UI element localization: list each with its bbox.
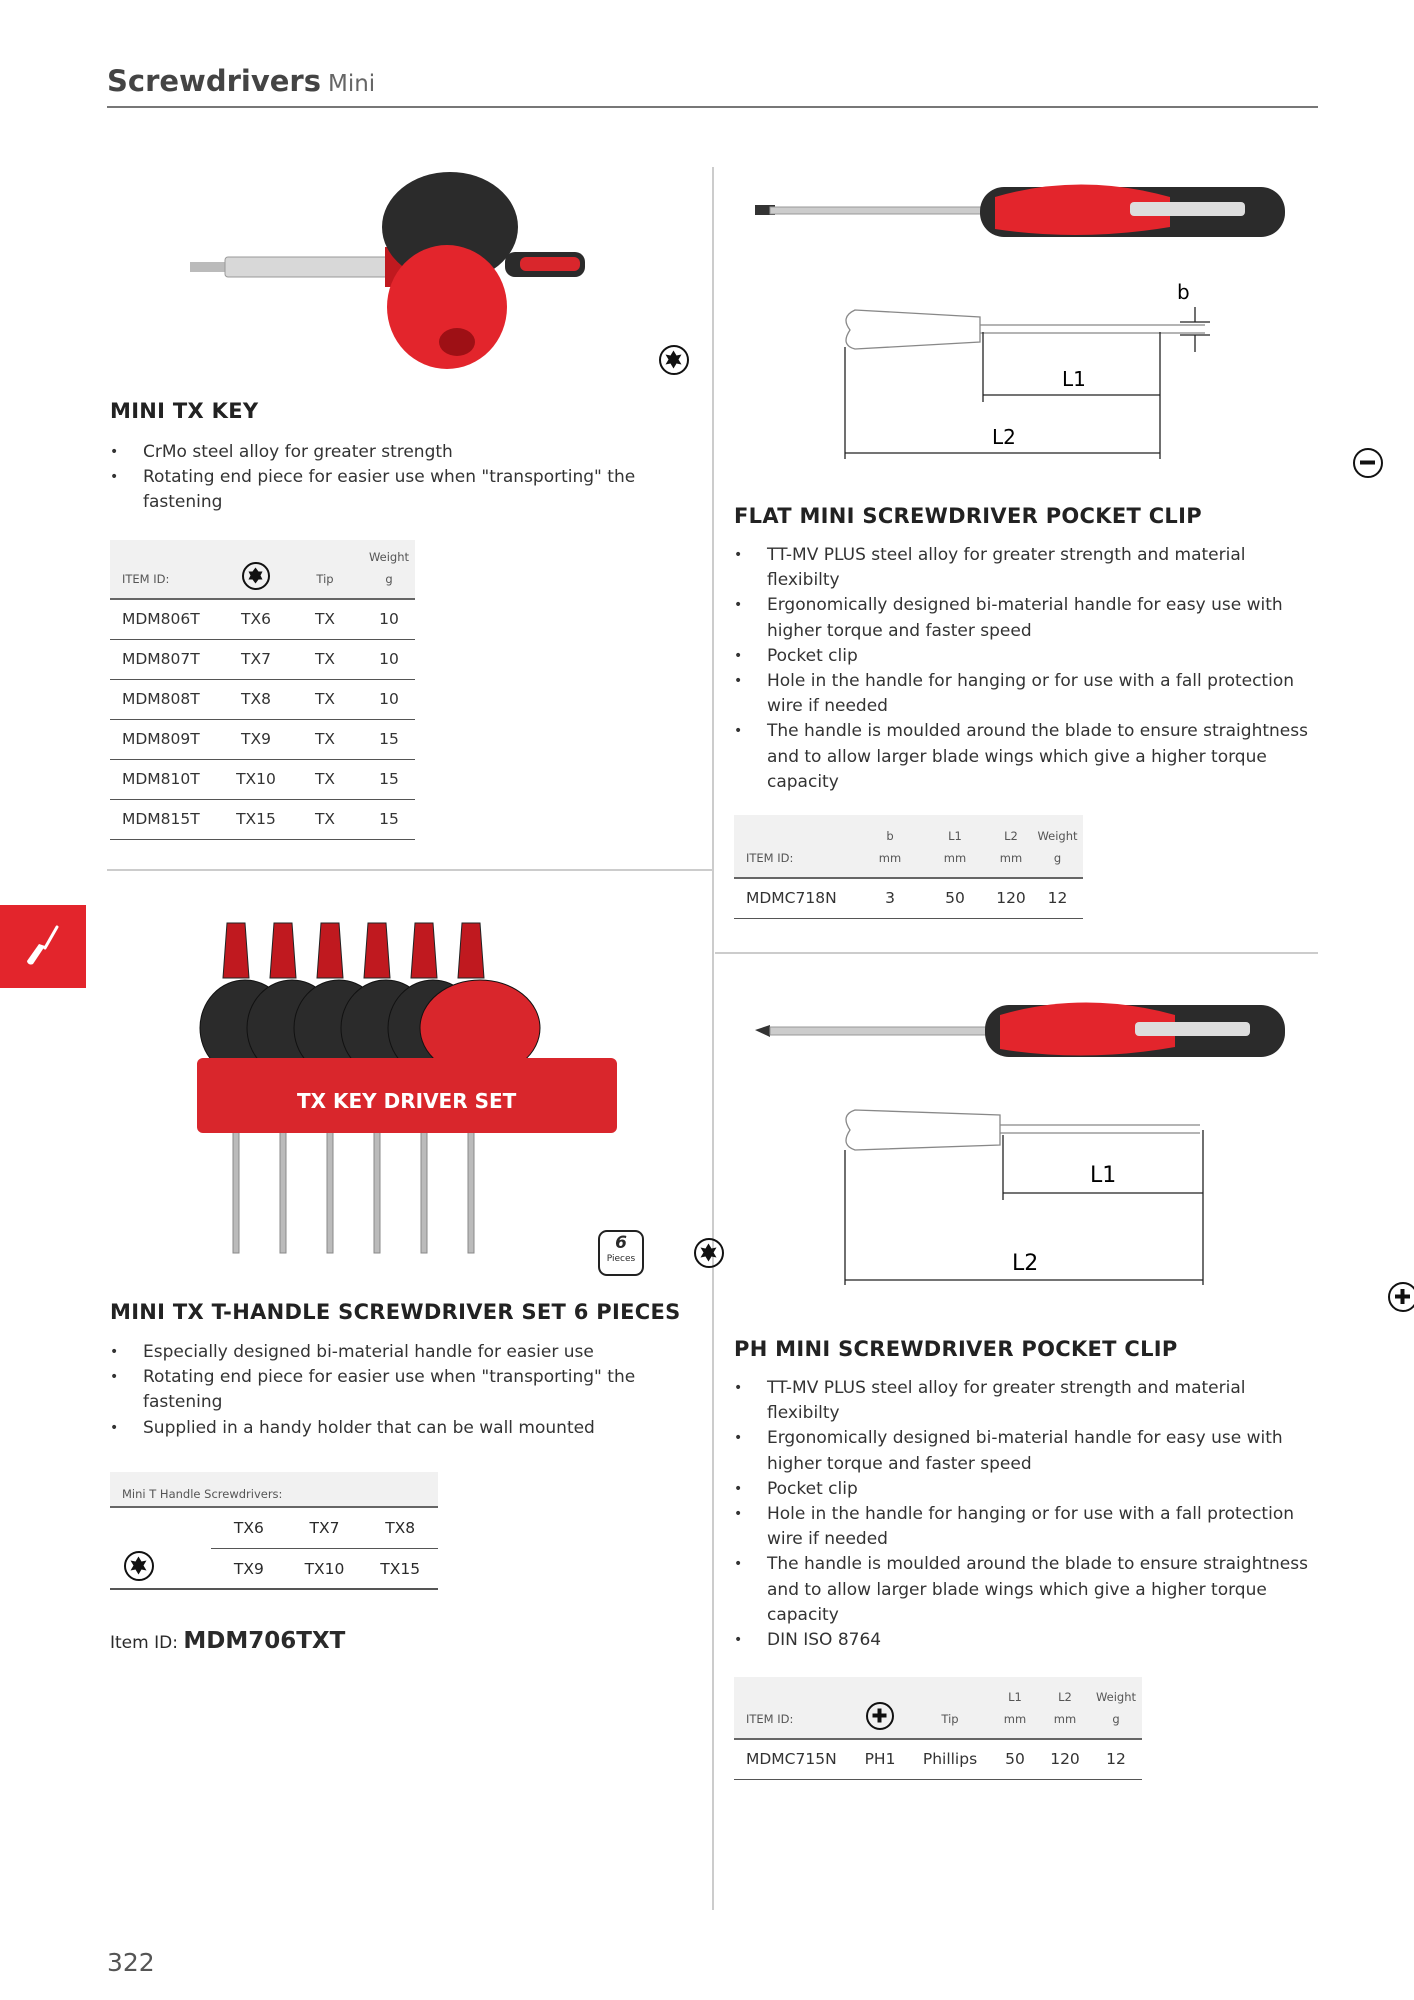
table-cell: MDM810T: [110, 759, 225, 799]
col-weight: [1032, 815, 1083, 878]
feature-item: • TT-MV PLUS steel alloy for greater strength and material flexibilty: [734, 543, 1314, 593]
product-table: [734, 1677, 1142, 1780]
feature-item: • TT-MV PLUS steel alloy for greater strength and material flexibilty: [734, 1376, 1314, 1426]
feature-item: • Ergonomically designed bi-material handle for easy use with higher torque and faster speed: [734, 1426, 1314, 1476]
driver-tip: [458, 923, 484, 978]
table-cell: TX10: [225, 759, 287, 799]
table-row: [110, 799, 415, 839]
set-label: TX KEY DRIVER SET: [297, 1089, 517, 1113]
header-label: Weight: [1095, 1690, 1137, 1704]
header-divider: [107, 106, 1318, 108]
feature-list: [110, 440, 670, 516]
table-cell: 120: [1040, 1739, 1090, 1779]
dim-l2: L2: [992, 425, 1016, 449]
table-cell: MDMC715N: [734, 1739, 850, 1779]
header-unit: g: [1112, 1712, 1120, 1726]
header-unit: mm: [1053, 1712, 1077, 1726]
table-row: [110, 759, 415, 799]
header-label: L2: [1004, 829, 1018, 843]
table-cell: TX: [287, 719, 363, 759]
driver-tip: [223, 923, 249, 978]
table-cell: TX: [287, 679, 363, 719]
product-title: PH MINI SCREWDRIVER POCKET CLIP: [734, 1337, 1178, 1361]
table-row: [110, 599, 415, 639]
col-phillips: [850, 1677, 910, 1739]
header-unit: mm: [1003, 1712, 1027, 1726]
feature-item: • Rotating end piece for easier use when "transporting" the fastening: [110, 465, 670, 515]
col-b: [860, 815, 920, 878]
table-cell: TX6: [225, 599, 287, 639]
item-id-value: MDM706TXT: [183, 1628, 346, 1654]
table-row: [110, 1549, 438, 1590]
table-row: [734, 1739, 1142, 1779]
cell: TX15: [380, 1559, 421, 1578]
driver-shaft: [280, 1118, 286, 1253]
table-cell: 12: [1032, 878, 1083, 918]
feature-item: • CrMo steel alloy for greater strength: [110, 440, 670, 465]
weight-label: Weight: [368, 550, 410, 564]
header-label: L1: [948, 829, 962, 843]
feature-list: [734, 543, 1314, 795]
col-item-id: ITEM ID:: [110, 540, 225, 599]
header-label: L1: [1008, 1690, 1022, 1704]
product-title: MINI TX KEY: [110, 399, 259, 423]
section-divider: [715, 952, 1318, 954]
weight-unit: g: [385, 572, 393, 586]
cell: TX9: [233, 1559, 264, 1578]
driver-shaft: [374, 1118, 380, 1253]
table-row: [211, 1508, 438, 1549]
driver-tip: [317, 923, 343, 978]
driver-tip: [411, 923, 437, 978]
header-label: Weight: [1037, 829, 1078, 843]
col-l2: [990, 815, 1032, 878]
driver-shaft: [421, 1118, 427, 1253]
header-label: b: [886, 829, 894, 843]
feature-item: • Pocket clip: [734, 1477, 1314, 1502]
col-item-id: ITEM ID:: [734, 1677, 850, 1739]
page-title: Screwdrivers: [107, 64, 321, 98]
table-cell: TX: [287, 759, 363, 799]
product-table: [734, 815, 1083, 919]
col-tip: Tip: [287, 540, 363, 599]
table-cell: TX9: [225, 719, 287, 759]
col-item-id: ITEM ID:: [734, 815, 860, 878]
table-cell: 3: [860, 878, 920, 918]
table-cell: 15: [363, 719, 415, 759]
feature-item: • Ergonomically designed bi-material handle for easy use with higher torque and faster speed: [734, 593, 1314, 643]
col-l1: [990, 1677, 1040, 1739]
section-divider: [107, 869, 712, 871]
table-cell: TX: [287, 599, 363, 639]
mini-tx-key-image: [185, 167, 605, 377]
pieces-label: Pieces: [606, 1254, 636, 1264]
table-cell: 120: [990, 878, 1032, 918]
feature-item: • Rotating end piece for easier use when "transporting" the fastening: [110, 1365, 670, 1415]
product-title: FLAT MINI SCREWDRIVER POCKET CLIP: [734, 504, 1202, 528]
driver-tip: [364, 923, 390, 978]
feature-item: • Pocket clip: [734, 644, 1314, 669]
table-cell: PH1: [850, 1739, 910, 1779]
table-header: Mini T Handle Screwdrivers:: [110, 1472, 438, 1508]
item-id-label: Item ID:: [110, 1633, 178, 1653]
col-tip: Tip: [910, 1677, 990, 1739]
col-weight: [363, 540, 415, 599]
pieces-count: 6: [615, 1233, 627, 1253]
header-unit: g: [1053, 851, 1062, 865]
feature-list: [110, 1340, 670, 1441]
table-cell: 50: [920, 878, 990, 918]
table-cell: MDMC718N: [734, 878, 860, 918]
feature-item: • The handle is moulded around the blade to ensure straightness and to allow larger blade wings which give a higher torque capacity: [734, 1552, 1314, 1628]
driver-shaft: [327, 1118, 333, 1253]
cell: TX10: [304, 1559, 345, 1578]
driver-tip: [270, 923, 296, 978]
phillips-icon: [1388, 1282, 1414, 1312]
col-l2: [1040, 1677, 1090, 1739]
table-cell: Phillips: [910, 1739, 990, 1779]
feature-item: • Hole in the handle for hanging or for use with a fall protection wire if needed: [734, 1502, 1314, 1552]
dim-l1: L1: [1062, 367, 1086, 391]
table-cell: 10: [363, 679, 415, 719]
feature-item: • Especially designed bi-material handle for easier use: [110, 1340, 670, 1365]
table-cell: 50: [990, 1739, 1040, 1779]
page-subtitle: Mini: [328, 71, 376, 97]
header-unit: mm: [878, 851, 902, 865]
table-cell: MDM815T: [110, 799, 225, 839]
table-cell: TX: [287, 639, 363, 679]
table-cell: 12: [1090, 1739, 1142, 1779]
slotted-icon: [1353, 448, 1383, 478]
product-title: MINI TX T-HANDLE SCREWDRIVER SET 6 PIECES: [110, 1300, 681, 1324]
table-cell: TX: [287, 799, 363, 839]
table-cell: MDM809T: [110, 719, 225, 759]
table-row: [110, 639, 415, 679]
dim-l2: L2: [1012, 1251, 1039, 1276]
set-contents-table: [110, 1472, 438, 1590]
dim-l1: L1: [1090, 1163, 1117, 1188]
col-weight: [1090, 1677, 1142, 1739]
table-cell: 10: [363, 639, 415, 679]
category-tab[interactable]: [0, 905, 86, 988]
table-row: [110, 679, 415, 719]
table-cell: 15: [363, 759, 415, 799]
torx-icon: [694, 1238, 724, 1268]
item-id: [110, 1628, 345, 1654]
feature-item: • Supplied in a handy holder that can be wall mounted: [110, 1416, 670, 1441]
feature-item: • The handle is moulded around the blade to ensure straightness and to allow larger blade wings which give a higher torque capacity: [734, 719, 1314, 795]
cell: TX8: [385, 1519, 416, 1537]
table-row: [734, 878, 1083, 918]
feature-item: • DIN ISO 8764: [734, 1628, 1314, 1653]
header-unit: mm: [943, 851, 967, 865]
phillips-icon: [866, 1702, 894, 1730]
header-label: L2: [1058, 1690, 1072, 1704]
table-cell: MDM806T: [110, 599, 225, 639]
driver-shaft: [233, 1118, 239, 1253]
feature-item: • Hole in the handle for hanging or for use with a fall protection wire if needed: [734, 669, 1314, 719]
cell: TX6: [233, 1519, 264, 1537]
table-row: [110, 719, 415, 759]
column-divider: [712, 167, 714, 1910]
tx-key-driver-set-image: [185, 918, 625, 1263]
table-cell: 15: [363, 799, 415, 839]
feature-list: [734, 1376, 1314, 1653]
table-cell: 10: [363, 599, 415, 639]
torx-icon: [659, 345, 689, 375]
table-cell: TX15: [225, 799, 287, 839]
cell: TX7: [309, 1519, 340, 1537]
torx-icon: [242, 562, 270, 590]
header-unit: mm: [999, 851, 1023, 865]
table-cell: MDM808T: [110, 679, 225, 719]
driver-shaft: [468, 1118, 474, 1253]
col-l1: [920, 815, 990, 878]
page-number: 322: [107, 1948, 155, 1977]
col-torx: [225, 540, 287, 599]
dim-b: b: [1177, 280, 1190, 304]
table-cell: MDM807T: [110, 639, 225, 679]
product-table: [110, 540, 415, 840]
flat-screwdriver-image: [750, 167, 1290, 467]
screwdriver-icon: [23, 924, 63, 970]
table-cell: TX7: [225, 639, 287, 679]
table-cell: TX8: [225, 679, 287, 719]
pieces-badge: [598, 1230, 644, 1276]
ph-screwdriver-image: [750, 985, 1290, 1290]
